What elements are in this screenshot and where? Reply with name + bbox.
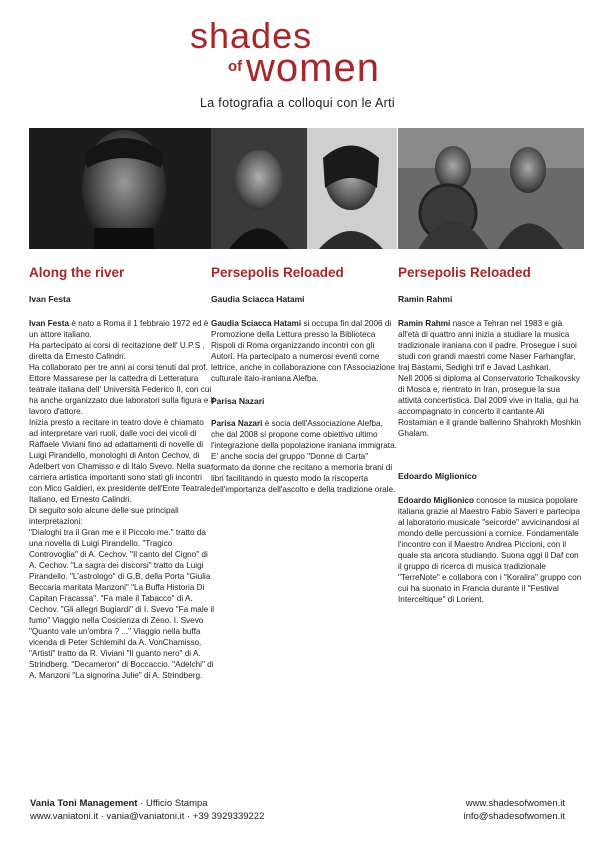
- photo-gaudia-parisa: [211, 128, 397, 249]
- logo: [190, 15, 430, 108]
- bio-para: "Dialoghi tra il Gran me e il Piccolo me." tratto da una novella di Luigi Pirandello. "Tragico Controvoglia" di A. Cechov. "Il canto del Cigno" di A. Cechov. "La sagra dei discorsi" tratto da Luigi Pirandello. "L'astrologo" di G.B. della Porta "Giulia Beccaria maritata Manzoni" "La Buffa Historia Di Capitan Fracassa". "Fa male il Tabacco" di A. Cechov. "Gli allegri Bugiardi" di I. Svevo "Fa male il fumo" Viaggio nella Coscienza di Zeno. I. Svevo "Quanto vale un'ombra ? ..." Viaggio nella buffa vicenda di Peter Schlemihl da A. VonChamisso. "Artisti" tratto da R. Viviani "Il guanto nero" di A. Strindberg. "Decameron" di Boccaccio. "Adelchi" di A. Manzoni "La signorina Julie" di A. Strindberg.: [29, 528, 215, 680]
- footer-company: Vania Toni Management: [30, 798, 138, 809]
- bio-lead: Gaudia Sciacca Hatami: [211, 319, 302, 328]
- person-name: Parisa Nazari: [211, 396, 265, 406]
- bio-lead: Edoardo Miglionico: [398, 496, 474, 505]
- bio-para: Ha collaborato per tre anni ai corsi tenuti dal prof. Ettore Massarese per la cattedra di Letteratura teatrale italiana dell' Università Federico II, con cui ha anche organizzato due laboratori sulla figura e il lavoro d'attore.: [29, 363, 215, 416]
- person-name: Ramin Rahmi: [398, 294, 453, 304]
- bio-lead: Parisa Nazari: [211, 419, 263, 428]
- bio-text: [398, 495, 584, 605]
- bio-para: nasce a Tehran nel 1983 e già all'età di quattro anni inizia a studiare la musica tradizionale iraniana con il padre. Prosegue i suoi studi con grandi maestri come Naser Farhangfar, Iraj Bastami, Sedighi trif e Javad Lashkari.: [398, 319, 577, 372]
- bio-text: [29, 318, 215, 681]
- bio-text: [398, 318, 584, 439]
- person-name: Gaudia Sciacca Hatami: [211, 294, 305, 304]
- person-name: Edoardo Miglionico: [398, 471, 477, 481]
- column-along-the-river: [29, 128, 215, 681]
- footer-office: · Ufficio Stampa: [137, 798, 208, 809]
- bio-para: Ha partecipato ai corsi di recitazione dell' U.P.S . diretta da Ernesto Calindri.: [29, 341, 205, 361]
- footer-left: [30, 797, 264, 823]
- column-persepolis-reloaded-1: [211, 128, 397, 495]
- column-title: Persepolis Reloaded: [211, 265, 344, 280]
- logo-women: women: [246, 46, 380, 90]
- logo-of: of: [228, 58, 243, 75]
- column-persepolis-reloaded-2: [398, 128, 584, 605]
- column-title: Along the river: [29, 265, 125, 280]
- bio-lead: Ramin Rahmi: [398, 319, 451, 328]
- bio-para: conosce la musica popolare italiana grazie al Maestro Fabio Saveri e partecipa al laboratorio musicale "seicorde" avvicinandosi al mondo delle percussioni a cornice. Fondamentale l'incontro con il Maestro Andrea Piccioni, con il quale sta ancora studiando. Suona oggi il Daf con il gruppo di ricerca di musica tradizionale "TerreNote" e collabora con i "Koralira" gruppo con cui ha suonato in Francia durante il "Festival Interceltique" di Lorient.: [398, 496, 582, 604]
- footer-contacts: www.vaniatoni.it · vania@vaniatoni.it · +39 3929339222: [30, 811, 265, 822]
- column-title: Persepolis Reloaded: [398, 265, 531, 280]
- person-name: Ivan Festa: [29, 294, 71, 304]
- photo-ramin-edoardo: [398, 128, 584, 249]
- footer-email-link[interactable]: info@shadesofwomen.it: [463, 811, 565, 822]
- bio-text: [211, 318, 397, 384]
- bio-text: [211, 418, 397, 495]
- photo-ivan-festa: [29, 128, 215, 249]
- bio-para: Di seguito solo alcune delle sue principali interpretazioni:: [29, 506, 179, 526]
- bio-lead: Ivan Festa: [29, 319, 70, 328]
- logo-shades: shades: [190, 15, 313, 56]
- footer-site-link[interactable]: www.shadesofwomen.it: [465, 798, 565, 809]
- bio-para: Nell 2006 si diploma al Conservatorio Tchaikovsky di Mosca e, rientrato in Iran, prosegue la sua attività concertistica. Dal 2009 vive in Italia, qui ha accompagnato in concerto il cantante Ali Rostamian e il grande ballerino Shahrokh Moshkin Ghalam.: [398, 374, 581, 438]
- tagline: La fotografia a colloqui con le Arti: [200, 96, 395, 110]
- bio-para: è nato a Roma il 1 febbraio 1972 ed è un attore italiano.: [29, 319, 209, 339]
- bio-para: si occupa fin dal 2006 di Promozione della Lettura presso la Biblioteca Rispoli di Roma organizzando incontri con gli Autori. Ha partecipato a numerosi eventi come lettrice, anche in collaborazione con l'Associazione culturale italo-iraniana Alefba.: [211, 319, 396, 383]
- bio-para: è socia dell'Associazione Alefba, che dal 2008 si propone come obiettivo ultimo l'integrazione della popolazione iraniana immigrata. E' anche socia del gruppo "Donne di Carta" formato da donne che recitano a memoria brani di libri facilitando in questo modo la riscoperta dell'importanza dell'ascolto e della tradizione orale.: [211, 419, 397, 494]
- footer-right: [463, 797, 565, 823]
- bio-para: Inizia presto a recitare in teatro dove è chiamato ad interpretare vari ruoli, dalle voci dei vicoli di Raffaele Viviani fino ad adattamenti di novelle di Luigi Pirandello, monologhi di Anton Cechov, di Adelbert von Chamisso e di Italo Svevo. Nella sua carriera artistica importanti sono stati gli incontri con Mico Galdieri, ex presidente dell'Ente Teatrale Italiano, ed Ernesto Calindri.: [29, 418, 211, 504]
